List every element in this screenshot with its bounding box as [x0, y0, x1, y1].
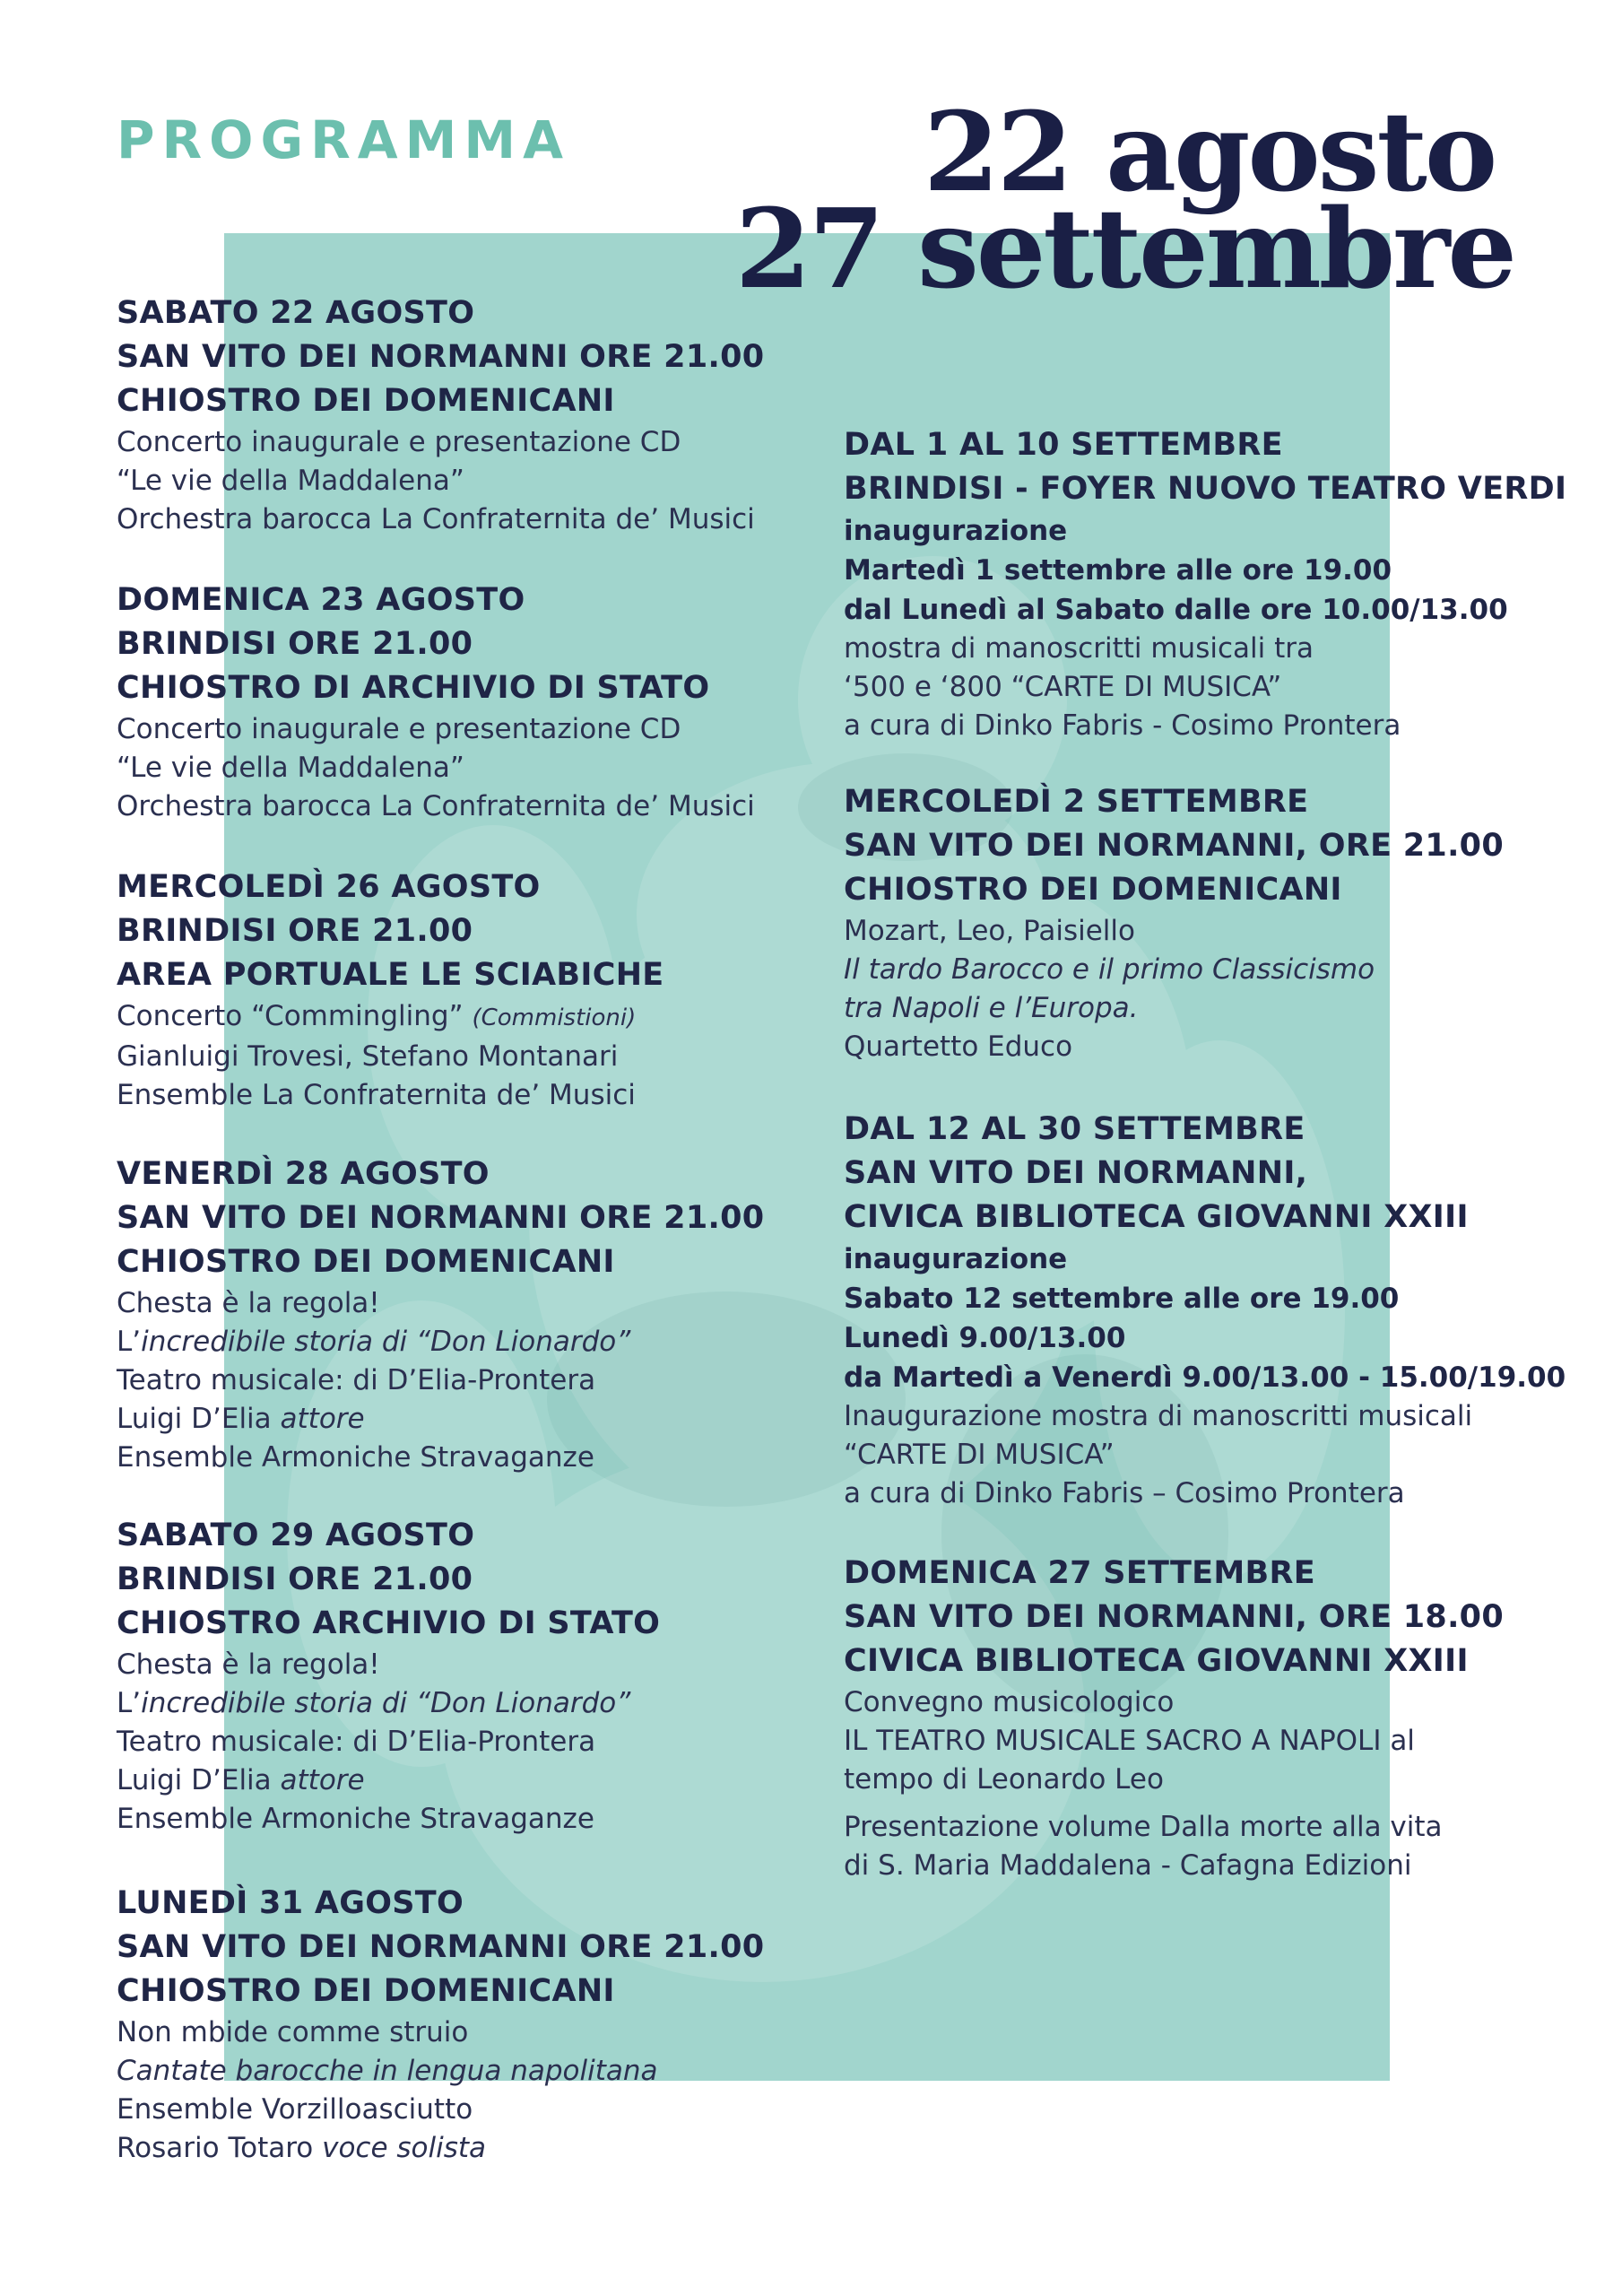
- event-place: BRINDISI - FOYER NUOVO TEATRO VERDI: [844, 471, 1567, 507]
- event-place-time: BRINDISI ORE 21.00: [117, 626, 473, 662]
- event-detail-italic: incredibile storia di “Don Lionardo”: [141, 1687, 631, 1719]
- event-detail: a cura di Dinko Fabris – Cosimo Prontera: [844, 1477, 1405, 1509]
- event-subheading: dal Lunedì al Sabato dalle ore 10.00/13.00: [844, 594, 1508, 626]
- event-venue: CHIOSTRO DEI DOMENICANI: [117, 1973, 615, 2009]
- event-place-time: BRINDISI ORE 21.00: [117, 913, 473, 949]
- event-detail: Quartetto Educo: [844, 1031, 1073, 1063]
- event-place-time: SAN VITO DEI NORMANNI, ORE 18.00: [844, 1599, 1504, 1635]
- event-detail: Il tardo Barocco e il primo Classicismo: [844, 953, 1375, 986]
- event-detail: a cura di Dinko Fabris - Cosimo Prontera: [844, 709, 1401, 742]
- event-venue: CIVICA BIBLIOTECA GIOVANNI XXIII: [844, 1643, 1469, 1679]
- event-day: LUNEDÌ 31 AGOSTO: [117, 1885, 464, 1921]
- event-day: DOMENICA 27 SETTEMBRE: [844, 1555, 1315, 1591]
- event-day: DOMENICA 23 AGOSTO: [117, 582, 525, 618]
- event-detail: Convegno musicologico: [844, 1686, 1175, 1718]
- event-detail: Ensemble La Confraternita de’ Musici: [117, 1079, 636, 1111]
- event-detail: Gianluigi Trovesi, Stefano Montanari: [117, 1040, 619, 1073]
- event-subheading: Martedì 1 settembre alle ore 19.00: [844, 554, 1392, 587]
- event-detail: tempo di Leonardo Leo: [844, 1763, 1164, 1796]
- event-detail: Teatro musicale: di D’Elia-Prontera: [117, 1364, 596, 1396]
- event-detail-main: Concerto “Commingling”: [117, 1000, 464, 1032]
- event-22-agosto: [117, 291, 798, 539]
- event-detail: [117, 1400, 798, 1439]
- event-subheading: inaugurazione: [844, 1243, 1068, 1275]
- event-detail: [117, 1323, 798, 1361]
- event-day: VENERDÌ 28 AGOSTO: [117, 1156, 490, 1192]
- event-detail-italic: attore: [280, 1764, 365, 1796]
- event-2-settembre: [844, 780, 1543, 1066]
- event-subheading: Sabato 12 settembre alle ore 19.00: [844, 1283, 1400, 1315]
- event-detail: Teatro musicale: di D’Elia-Prontera: [117, 1726, 596, 1758]
- event-detail: di S. Maria Maddalena - Cafagna Edizioni: [844, 1849, 1412, 1882]
- event-venue: CHIOSTRO DEI DOMENICANI: [117, 383, 615, 419]
- event-detail: Orchestra barocca La Confraternita de’ Musici: [117, 503, 755, 535]
- event-23-agosto: [117, 578, 798, 826]
- event-subheading: inaugurazione: [844, 515, 1068, 547]
- event-venue: CHIOSTRO DEI DOMENICANI: [117, 1244, 615, 1280]
- event-detail: Ensemble Armoniche Stravaganze: [117, 1803, 594, 1835]
- event-detail: Cantate barocche in lengua napolitana: [117, 2055, 658, 2087]
- event-28-agosto: [117, 1152, 798, 1477]
- event-detail: ‘500 e ‘800 “CARTE DI MUSICA”: [844, 671, 1282, 703]
- event-place-time: SAN VITO DEI NORMANNI ORE 21.00: [117, 339, 765, 375]
- event-detail: Ensemble Armoniche Stravaganze: [117, 1441, 594, 1474]
- date-range-title: [734, 87, 1514, 313]
- event-subheading: Lunedì 9.00/13.00: [844, 1322, 1126, 1354]
- event-detail: Orchestra barocca La Confraternita de’ Musici: [117, 790, 755, 822]
- event-detail-italic: voce solista: [322, 2132, 487, 2164]
- event-detail: [117, 997, 798, 1038]
- event-detail-note: (Commistioni): [472, 1004, 637, 1031]
- event-day: MERCOLEDÌ 26 AGOSTO: [117, 869, 541, 905]
- programma-heading: PROGRAMMA: [117, 109, 570, 170]
- event-detail: mostra di manoscritti musicali tra: [844, 632, 1314, 665]
- event-detail: IL TEATRO MUSICALE SACRO A NAPOLI al: [844, 1725, 1415, 1757]
- event-day: SABATO 22 AGOSTO: [117, 295, 475, 331]
- event-detail-main: Luigi D’Elia: [117, 1403, 281, 1435]
- event-detail-prefix: L’: [117, 1326, 142, 1358]
- event-detail: Non mbide comme struio: [117, 2016, 469, 2048]
- event-detail-italic: attore: [280, 1403, 365, 1435]
- event-venue: CHIOSTRO DI ARCHIVIO DI STATO: [117, 670, 710, 706]
- event-place-time: SAN VITO DEI NORMANNI ORE 21.00: [117, 1200, 765, 1236]
- event-detail: Mozart, Leo, Paisiello: [844, 915, 1136, 947]
- event-place-time: SAN VITO DEI NORMANNI ORE 21.00: [117, 1929, 765, 1965]
- event-place-time: BRINDISI ORE 21.00: [117, 1561, 473, 1597]
- event-26-agosto: [117, 865, 798, 1115]
- event-day: DAL 12 AL 30 SETTEMBRE: [844, 1111, 1305, 1147]
- event-detail: Presentazione volume Dalla morte alla vita: [844, 1811, 1443, 1843]
- event-1-10-settembre: [844, 423, 1567, 745]
- event-detail-italic: incredibile storia di “Don Lionardo”: [141, 1326, 631, 1358]
- event-venue: AREA PORTUALE LE SCIABICHE: [117, 957, 664, 993]
- date-start: 22 agosto: [923, 87, 1496, 216]
- event-day: MERCOLEDÌ 2 SETTEMBRE: [844, 784, 1309, 820]
- event-day: DAL 1 AL 10 SETTEMBRE: [844, 427, 1283, 463]
- event-detail: [117, 1684, 798, 1723]
- event-detail: “CARTE DI MUSICA”: [844, 1439, 1115, 1471]
- event-detail-prefix: L’: [117, 1687, 142, 1719]
- event-detail: Inaugurazione mostra di manoscritti musicali: [844, 1400, 1473, 1432]
- event-detail: Concerto inaugurale e presentazione CD: [117, 426, 681, 458]
- event-29-agosto: [117, 1514, 798, 1839]
- event-detail: “Le vie della Maddalena”: [117, 752, 464, 784]
- event-detail-main: Rosario Totaro: [117, 2132, 323, 2164]
- event-detail: Ensemble Vorzilloasciutto: [117, 2093, 473, 2126]
- event-place-time: SAN VITO DEI NORMANNI, ORE 21.00: [844, 828, 1504, 864]
- event-detail: Chesta è la regola!: [117, 1287, 380, 1319]
- event-31-agosto: [117, 1882, 798, 2168]
- event-detail: tra Napoli e l’Europa.: [844, 992, 1139, 1024]
- event-27-settembre: [844, 1552, 1543, 1885]
- event-subheading: da Martedì a Venerdì 9.00/13.00 - 15.00/19.00: [844, 1361, 1566, 1394]
- event-detail: Concerto inaugurale e presentazione CD: [117, 713, 681, 745]
- event-day: SABATO 29 AGOSTO: [117, 1518, 475, 1553]
- event-venue: CHIOSTRO ARCHIVIO DI STATO: [117, 1605, 661, 1641]
- date-end: 27 settembre: [734, 184, 1514, 313]
- event-venue: CIVICA BIBLIOTECA GIOVANNI XXIII: [844, 1199, 1469, 1235]
- event-place: SAN VITO DEI NORMANNI,: [844, 1155, 1308, 1191]
- event-detail-main: Luigi D’Elia: [117, 1764, 281, 1796]
- event-detail: “Le vie della Maddalena”: [117, 465, 464, 497]
- event-venue: CHIOSTRO DEI DOMENICANI: [844, 872, 1342, 908]
- event-12-30-settembre: [844, 1108, 1566, 1513]
- event-detail: [117, 2129, 798, 2168]
- event-detail: Chesta è la regola!: [117, 1648, 380, 1681]
- event-detail: [117, 1761, 798, 1800]
